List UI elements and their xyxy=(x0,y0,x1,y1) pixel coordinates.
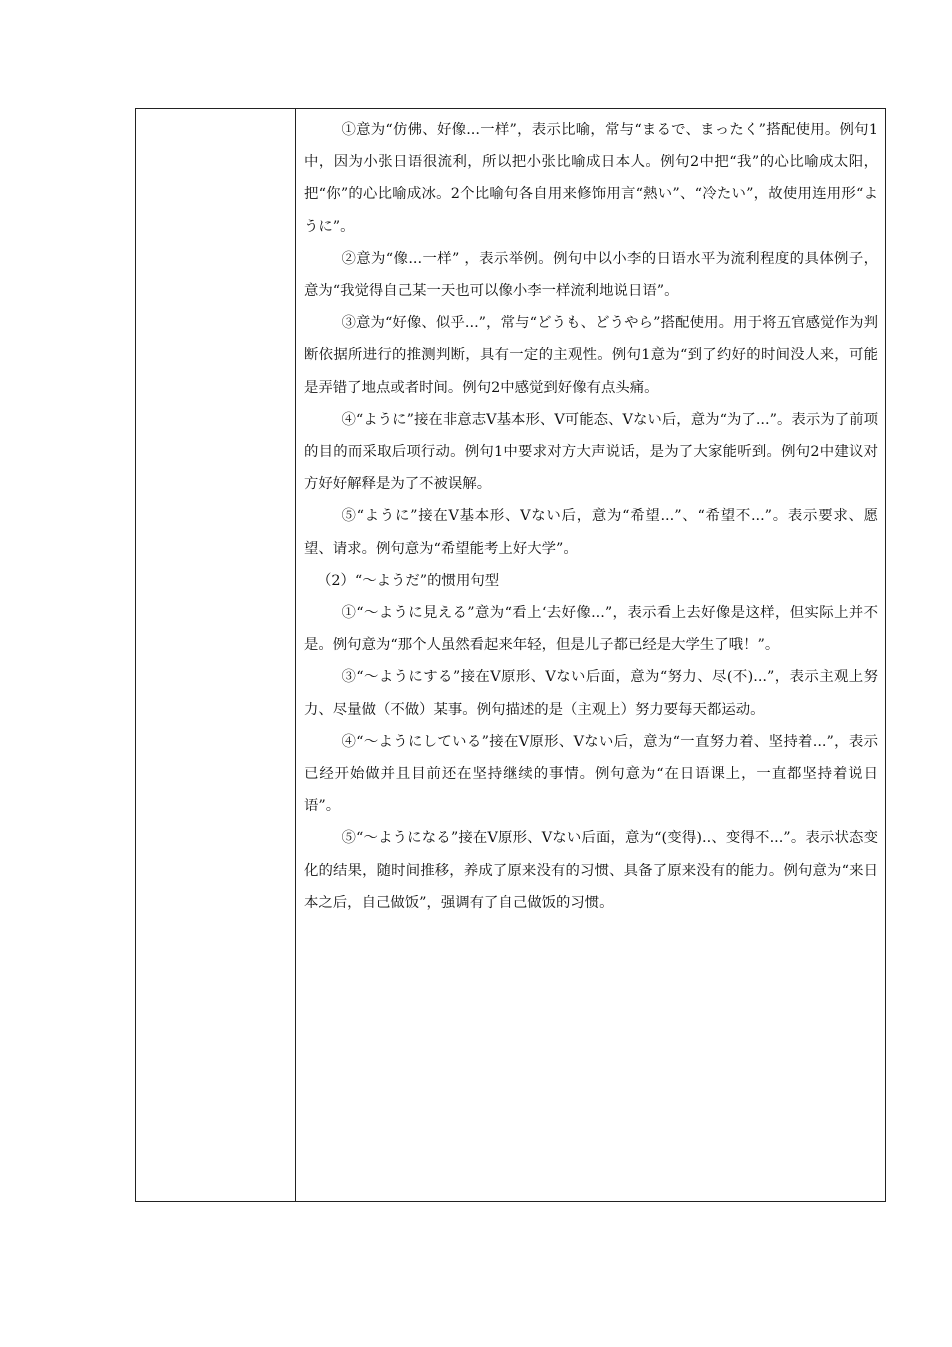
section-heading: （2）“～ようだ”的惯用句型 xyxy=(316,572,500,589)
paragraph-6: ①“～ように見える”意为“看上‘去好像...”，表示看上去好像是这样，但实际上并不是。例句意为“那个人虽然看起来年轻，但是儿子都已经是大学生了哦！”。 xyxy=(304,605,878,654)
paragraph-5: ⑤“ように”接在V基本形、Vない后，意为“希望...”、“希望不...”。表示要求、愿望、请求。例句意为“希望能考上好大学”。 xyxy=(304,508,878,557)
paragraph-2: ②意为“像...一样” ，表示举例。例句中以小李的日语水平为流利程度的具体例子，意为“我觉得自己某一天也可以像小李一样流利地说日语”。 xyxy=(304,250,878,300)
content-table xyxy=(135,108,886,1202)
paragraph-8: ④“～ようにしている”接在V原形、Vない后，意为“一直努力着、坚持着...”，表示已经开始做并且目前还在坚持继续的事情。例句意为“在日语课上，一直都坚持着说日语”。 xyxy=(304,733,878,815)
paragraph-3: ③意为“好像、似乎...”，常与“どうも、どうやら”搭配使用。用于将五官感觉作为判断依据所进行的推测判断，具有一定的主观性。例句1意为“到了约好的时间没人来，可能是弄错了地点或者时间。例句2中感觉到好像有点头痛。 xyxy=(304,315,878,396)
paragraph-9: ⑤“～ようになる”接在V原形、Vない后面，意为“(变得)..、变得不...”。表示状态变化的结果，随时间推移，养成了原来没有的习惯、具备了原来没有的能力。例句意为“来日本之后，自己做饭”，强调有了自己做饭的习惯。 xyxy=(304,830,878,911)
paragraph-4: ④“ように”接在非意志V基本形、V可能态、Vない后，意为“为了...”。表示为了前项的目的而采取后项行动。例句1中要求对方大声说话，是为了大家能听到。例句2中建议对方好好解释是为了不被误解。 xyxy=(304,411,878,493)
left-empty-cell xyxy=(136,109,296,1201)
right-content-cell xyxy=(304,114,878,919)
paragraph-1: ①意为“仿佛、好像...一样”，表示比喻，常与“まるで、まったく”搭配使用。例句1中，因为小张日语很流利，所以把小张比喻成日本人。例句2中把“我”的心比喻成太阳，把“你”的心比喻成冰。2个比喻句各自用来修饰用言“熱い”、“冷たい”，故使用连用形“ように”。 xyxy=(304,122,878,235)
paragraph-7: ③“～ようにする”接在V原形、Vない后面，意为“努力、尽(不)...”，表示主观上努力、尽量做（不做）某事。例句描述的是（主观上）努力要每天都运动。 xyxy=(304,669,878,718)
